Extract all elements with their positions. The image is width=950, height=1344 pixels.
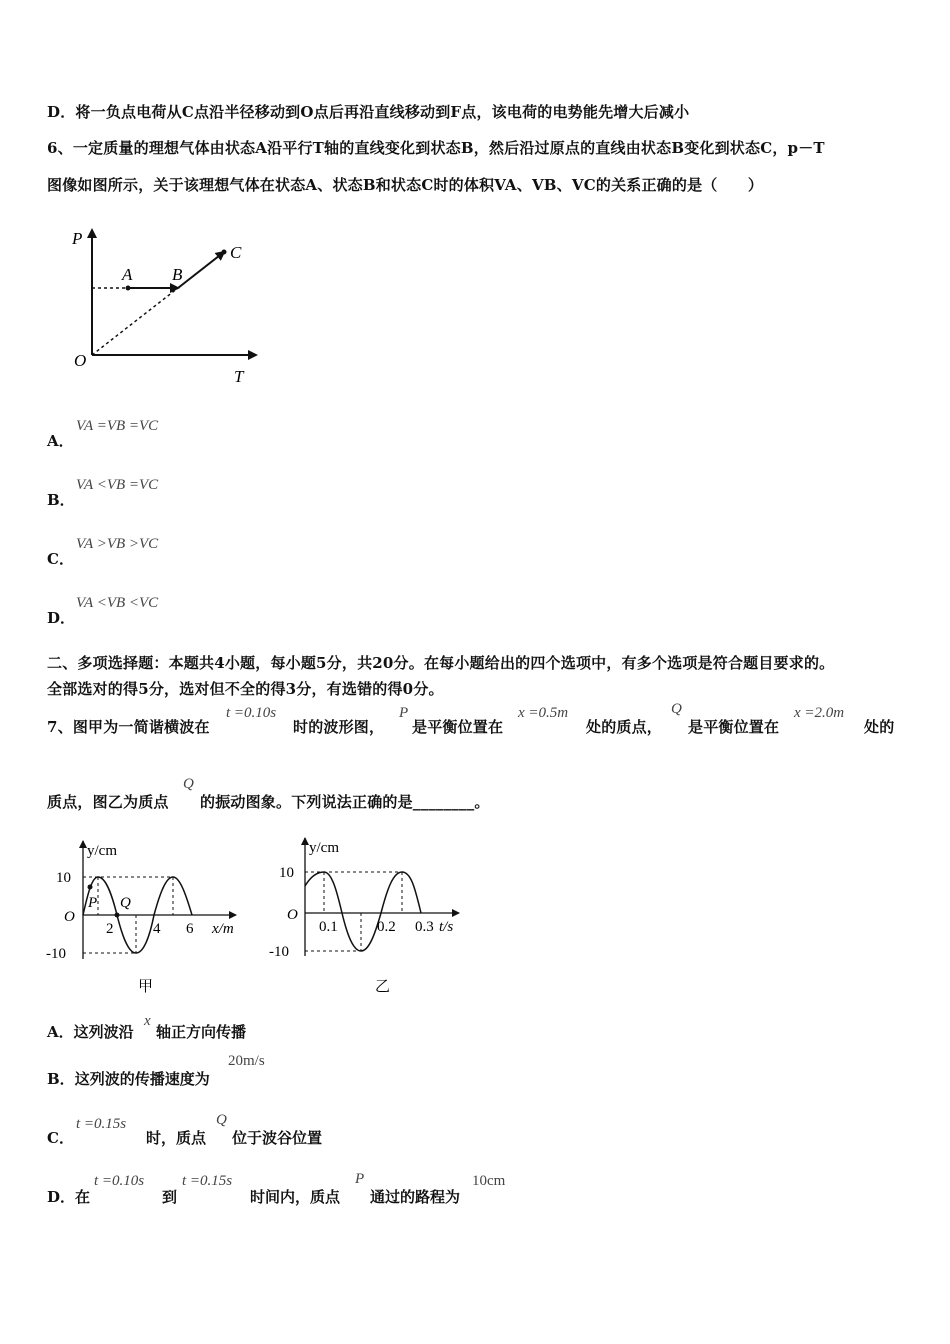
q7-vibration-graph-yi xyxy=(265,830,475,1000)
q7-option-b xyxy=(47,1068,210,1089)
tick-0-1: 0.1 xyxy=(319,919,338,935)
section2-line1: 二、多项选择题：本题共4小题，每小题5分，共20分。在每小题给出的四个选项中，有多个选项是符合题目要求的。 xyxy=(47,654,835,672)
q7-option-d-sym: P xyxy=(355,1171,365,1187)
q7-p6: 处的 xyxy=(864,718,895,736)
q7-option-b-val: 20m/s xyxy=(228,1053,265,1069)
q7-option-d-val2: t =0.15s xyxy=(182,1173,233,1189)
tick-4: 4 xyxy=(153,921,161,937)
q7-x-q: x =2.0m xyxy=(794,705,845,721)
q6-option-d-label: D． xyxy=(47,609,76,627)
option-label: A． xyxy=(47,1023,74,1041)
segment-bc xyxy=(178,252,224,288)
origin-label: O xyxy=(64,909,75,925)
origin-label: O xyxy=(74,351,87,370)
y-top-label: 10 xyxy=(279,865,294,881)
tick-6: 6 xyxy=(186,921,194,937)
q6-stem-line1: 6、一定质量的理想气体由状态A沿平行T轴的直线变化到状态B，然后沿过原点的直线由状态B变化到状态C，p－T xyxy=(47,139,825,157)
q7-option-d-text4: 通过的路程为 xyxy=(370,1188,461,1206)
option-text1: 在 xyxy=(75,1188,91,1206)
q7-x-p: x =0.5m xyxy=(518,705,569,721)
q7-option-c-label: C． xyxy=(47,1129,74,1147)
dashed-origin-line xyxy=(92,288,178,355)
q7-option-c-text2: 位于波谷位置 xyxy=(232,1129,323,1147)
q7-option-d-val3: 10cm xyxy=(472,1173,506,1189)
section2-line2: 全部选对的得5分，选对但不全的得3分，有选错的得0分。 xyxy=(47,680,444,698)
x-axis-label: T xyxy=(234,367,244,386)
q6-option-a-expr: VA =VB =VC xyxy=(76,418,159,434)
point-c-label: C xyxy=(230,243,242,262)
y-bottom-label: -10 xyxy=(46,946,66,962)
tick-0-2: 0.2 xyxy=(377,919,396,935)
q7-p-symbol: P xyxy=(399,705,409,721)
option-label: D． xyxy=(47,1188,76,1206)
x-axis-label: x/m xyxy=(212,921,234,937)
q7-wave-graph-jia xyxy=(40,835,250,1000)
q7-option-a xyxy=(47,1021,134,1042)
q6-option-d-expr: VA <VB <VC xyxy=(76,595,159,611)
point-p-label: P xyxy=(88,895,98,911)
q7-option-c-sym: Q xyxy=(216,1112,227,1128)
option-label: B． xyxy=(47,1070,75,1088)
q7-p4: 处的质点， xyxy=(586,718,663,736)
y-axis-label: P xyxy=(72,229,83,248)
tick-2: 2 xyxy=(106,921,114,937)
option-text: 将一负点电荷从C点沿半径移动到O点后再沿直线移动到F点，该电荷的电势能先增大后减小 xyxy=(75,103,690,121)
q7-option-c-val: t =0.15s xyxy=(76,1116,127,1132)
q7-option-d-text2: 到 xyxy=(162,1188,178,1206)
vibration-curve xyxy=(305,872,421,951)
tick-0-3: 0.3 xyxy=(415,919,434,935)
q7-option-c-text1: 时，质点 xyxy=(146,1129,207,1147)
q6-option-b-expr: VA <VB =VC xyxy=(76,477,159,493)
point-b-label: B xyxy=(172,265,183,284)
q7-option-d xyxy=(47,1186,90,1207)
q6-pt-graph xyxy=(60,222,270,392)
q6-stem-line2: 图像如图所示，关于该理想气体在状态A、状态B和状态C时的体积VA、VB、VC的关系正确的是（ ） xyxy=(47,176,764,194)
y-top-label: 10 xyxy=(56,870,71,886)
caption: 甲 xyxy=(138,979,154,995)
q7-p5: 是平衡位置在 xyxy=(688,718,780,736)
q5-option-d xyxy=(47,101,689,122)
q7-option-d-text3: 时间内，质点 xyxy=(250,1188,341,1206)
option-text1: 这列波的传播速度为 xyxy=(74,1070,210,1088)
q7-option-a-text2: 轴正方向传播 xyxy=(156,1023,247,1041)
point-c-dot xyxy=(222,250,227,255)
q7-p3: 是平衡位置在 xyxy=(412,718,504,736)
y-axis-label: y/cm xyxy=(87,843,117,859)
q7-line2-q: Q xyxy=(183,776,194,792)
q6-option-b-label: B． xyxy=(47,491,75,509)
point-q-dot xyxy=(115,913,120,918)
point-a-label: A xyxy=(122,265,133,284)
option-text1: 这列波沿 xyxy=(73,1023,134,1041)
q7-option-d-val1: t =0.10s xyxy=(94,1173,145,1189)
caption: 乙 xyxy=(375,979,391,995)
q7-option-a-sym: x xyxy=(144,1013,151,1029)
q7-q-symbol: Q xyxy=(671,701,682,717)
q6-option-a-label: A． xyxy=(47,432,74,450)
q7-line2-a: 质点，图乙为质点 xyxy=(47,793,169,811)
option-label: D． xyxy=(47,103,76,121)
q6-option-c-label: C． xyxy=(47,550,74,568)
q7-p1: 7、图甲为一简谐横波在 xyxy=(47,718,210,736)
q7-t-value: t =0.10s xyxy=(226,705,277,721)
q6-option-c-expr: VA >VB >VC xyxy=(76,536,159,552)
point-a-dot xyxy=(126,286,131,291)
y-bottom-label: -10 xyxy=(269,944,289,960)
x-axis-label: t/s xyxy=(439,919,454,935)
q7-p2: 时的波形图， xyxy=(293,718,385,736)
y-axis-label: y/cm xyxy=(309,840,339,856)
point-p-dot xyxy=(88,885,93,890)
origin-label: O xyxy=(287,907,298,923)
point-q-label: Q xyxy=(120,895,131,911)
q7-line2-b: 的振动图象。下列说法正确的是________。 xyxy=(200,793,490,811)
